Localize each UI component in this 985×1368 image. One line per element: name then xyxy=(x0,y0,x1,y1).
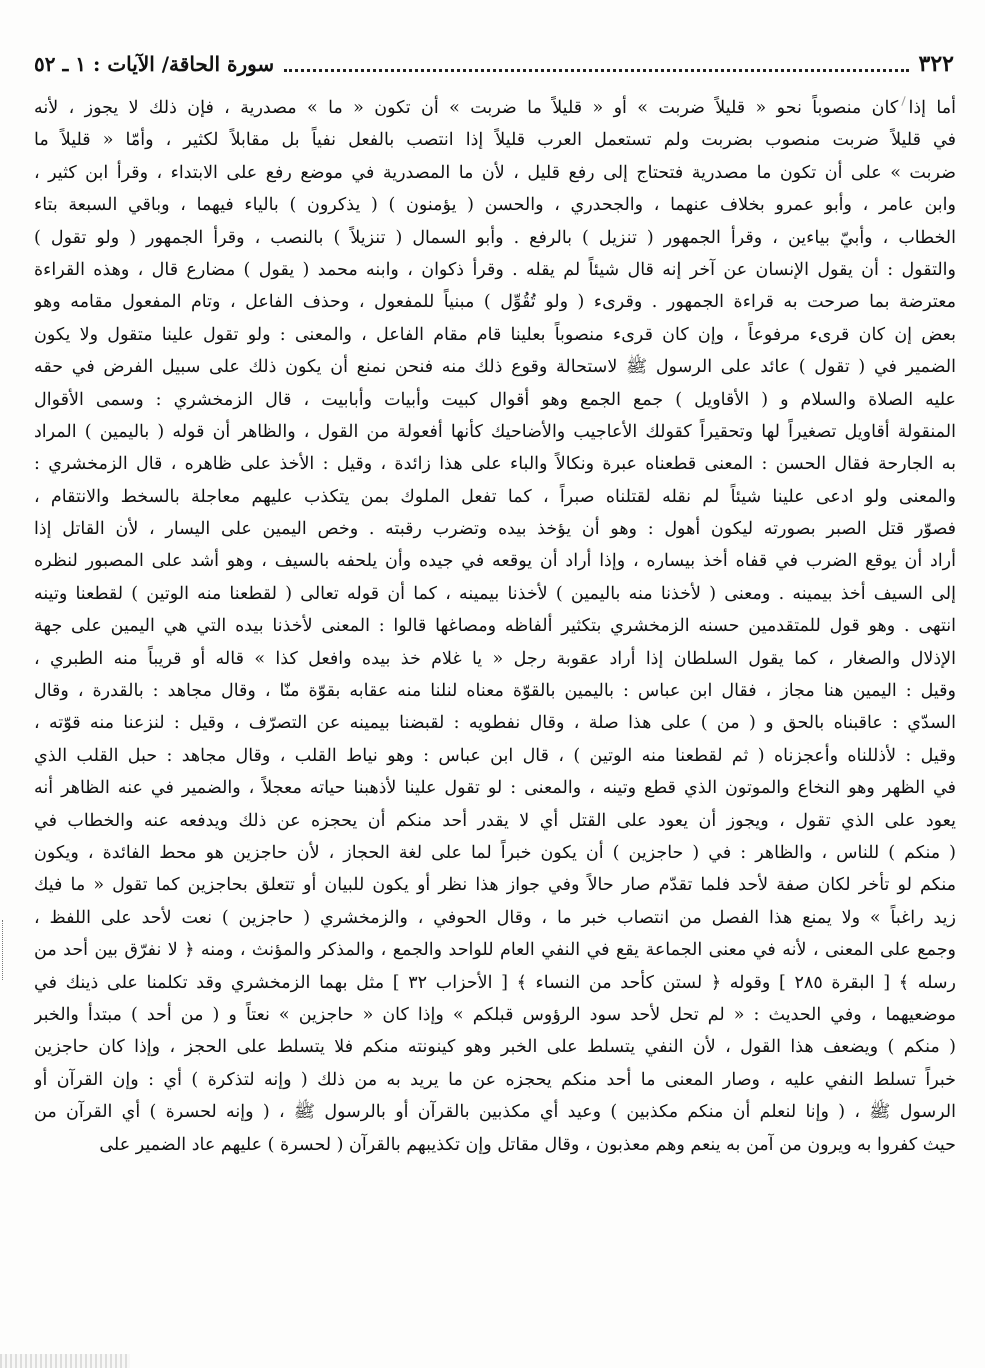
text-line: خبراً تسلط النفي عليه ، وصار المعنى ما أحد منكم يحجزه عن ما يريد به من ذلك ( وإنه لتذكرة ) أي : وإن القرآن أو xyxy=(34,1069,956,1090)
text-line: الرسول ﷺ ، ( وإنا لنعلم أن منكم مكذبين ) وعيد أي مكذبين بالقرآن أو بالرسول ﷺ ، ( وإنه لحسرة ) أي القرآن من xyxy=(34,1102,956,1123)
text-line: والتقول : أن يقول الإنسان عن آخر إنه قال شيئاً لم يقله . وقرأ ذكوان ، وابنه محمد ( يقول ) مضارع قال ، وهذه القراءة xyxy=(34,259,956,280)
scan-noise-strip xyxy=(0,1354,130,1368)
text-line: به الجارحة فقال الحسن : المعنى قطعناه عبرة ونكالاً والباء على هذا زائدة ، وقيل : الأخذ على ظاهره ، قال الزمخشري : xyxy=(34,454,956,475)
text-line: منكم لو تأخر لكان صفة لأحد فلما تقدّم صار حالاً وفي جواز هذا نظر أو يكون للبيان أو تتعلق بحاجزين كما تقول « ما فيك xyxy=(34,875,956,896)
text-line: فصوّر قتل الصبر بصورته ليكون أهول : وهو أن يؤخذ بيده وتضرب رقبته . وخص اليمين على اليسار ، لأن القاتل إذا xyxy=(34,519,956,540)
text-line: أراد أن يوقع الضرب في قفاه أخذ بيساره ، وإذا أراد أن يوقعه في جيده وأن يلحفه بالسيف ، وهو أشد على المصبور لنظره xyxy=(34,551,956,572)
text-line: والمعنى ولو ادعى علينا شيئاً لم نقله لقتلناه صبراً ، كما تفعل الملوك بمن يتكذب عليهم معاجلة بالسخط والانتقام ، xyxy=(34,486,956,507)
body-text xyxy=(34,92,956,1161)
text-line: رسله ﴾ [ البقرة ٢٨٥ ] وقوله ﴿ لستن كأحد من النساء ﴾ [ الأحزاب ٣٢ ] مثل بهما الزمخشري وقد تكلمنا على ذينك في xyxy=(34,972,956,993)
text-line: وجمع على المعنى ، لأنه في معنى الجماعة يقع في النفي العام للواحد والجمع ، والمذكر والمؤنث ، ومنه ﴿ لا نفرّق بين أحد من xyxy=(34,940,956,961)
header-dotted-leader xyxy=(284,69,908,72)
text-line: ( منكم ) للناس ، والظاهر : في ( حاجزين ) أن يكون خبراً لما على لغة الحجاز ، لأن حاجزين هو محط الفائدة ، ويكون xyxy=(34,842,956,863)
text-line: يعود على الذي تقول ، ويجوز أن يعود على القتل أي لا يقدر أحد منكم أن يحجزه عن ذلك ويدفعه عنه والخطاب في xyxy=(34,810,956,831)
text-line: حيث كفروا به ويرون من آمن به ينعم وهم معذبون ، وقال مقاتل وإن تكذيبهم بالقرآن ( لحسرة ) عليهم عاد الضمير على xyxy=(99,1134,956,1155)
text-line: المنقولة أقاويل تصغيراً لها وتحقيراً كقولك الأعاجيب والأضاحيك كأنها أفعولة من القول ، والظاهر أن قوله ( باليمين ) المراد xyxy=(34,421,956,442)
text-line: ( منكم ) ويضعف هذا القول ، لأن النفي يتسلط على الخبر وهو كينونته منكم فلا يتسلط على الحجز ، وإذا كان حاجزين xyxy=(34,1037,956,1058)
text-line: إلى السيف أخذ بيمينه . ومعنى ( لأخذنا منه باليمين ) لأخذنا بيمينه ، كما أن قوله تعالى ( لقطعنا منه الوتين ) لقطعنا وتينه xyxy=(34,583,956,604)
text-line: وقيل : لأذللناه وأعجزناه ( ثم لقطعنا منه الوتين ) ، قال ابن عباس : وهو نياط القلب ، وقال مجاهد : حبل القلب الذي xyxy=(34,745,956,766)
scan-edge-mark xyxy=(2,920,6,980)
text-line: وابن عامر ، وأبو عمرو بخلاف عنهما ، والجحدري ، والحسن ( يؤمنون ) ( يذكرون ) بالياء فيهما ، وباقي السبعة بتاء xyxy=(34,195,956,216)
text-line: زيد راغباً » ولا يمنع هذا الفصل من انتصاب خبر ما ، وقال الحوفي ، والزمخشري ( حاجزين ) نعت لأحد على اللفظ ، xyxy=(34,907,956,928)
text-line: ضربت » على أن تكون ما مصدرية فتحتاج إلى رفع قليل ، لأن ما المصدرية في موضع رفع على الابتداء ، وقرأ ابن كثير ، xyxy=(34,162,956,183)
running-title: سورة الحاقة/ الآيات : ١ ـ ٥٢ xyxy=(34,52,275,76)
page-header xyxy=(34,44,954,84)
text-line: الإذلال والصغار ، كما يقول السلطان إذا أراد عقوبة رجل « يا غلام خذ بيده وافعل كذا » قاله أو قريباً منه الطبري ، xyxy=(34,648,956,669)
text-line: وقيل : اليمين هنا مجاز ، فقال ابن عباس : باليمين بالقوّة معناه لنلنا منه عقابه بقوّة منّا ، وقال مجاهد : بالقدرة ، وقال xyxy=(34,681,956,702)
text-line: انتهى . وهو قول للمتقدمين حسنه الزمخشري بتكثير ألفاظه ومصاغها قالوا : المعنى لأخذنا بيده التي هي اليمين على جهة xyxy=(34,616,956,637)
text-line: بعض إن كان قرىء مرفوعاً ، وإن كان قرىء منصوباً بعلينا قام مقام الفاعل ، والمعنى : ولو تقول علينا متقول ولا يكون xyxy=(34,324,956,345)
text-line: أما إذا كان منصوباً نحو « قليلاً ضربت » أو « قليلاً ما ضربت » أن تكون « ما » مصدرية ، فإن ذلك لا يجوز ، لأنه xyxy=(34,98,956,118)
text-line: في الظهر وهو النخاع والموتون الذي قطع وتينه ، والمعنى : لو تقول علينا لأذهبنا حياته معجلاً ، والضمير في عنه الظاهر أنه xyxy=(34,778,956,799)
text-line: معترضة بما صرحت به قراءة الجمهور . وقرىء ( ولو تُقُوِّل ) مبنياً للمفعول ، وحذف الفاعل ، وتام المفعول مقامه وهو xyxy=(34,292,956,313)
text-line: الخطاب ، وأبيّ بياءين ، وقرأ الجمهور ( تنزيل ) بالرفع . وأبو السمال ( تنزيلاً ) بالنصب ، وقرأ الجمهور ( ولو تقول ) xyxy=(34,227,956,248)
text-line: عليه الصلاة والسلام و ( الأقاويل ) جمع الجمع وهو أقوال كبيت وأبيات وأبابيت ، قال الزمخشري : وسمى الأقوال xyxy=(34,389,956,410)
page-number: ٣٢٢ xyxy=(918,51,954,77)
text-line: السدّي : عاقبناه بالحق و ( من ) على هذا صلة ، وقال نفطويه : لقبضنا بيمينه عن التصرّف ، وقيل : لنزعنا منه قوّته ، xyxy=(34,713,956,734)
text-line: موضعيهما ، وفي الحديث : « لم تحل لأحد سود الرؤوس قبلكم » وإذا كان « حاجزين » نعتاً و ( من أحد ) مبتدأ والخبر xyxy=(34,1004,956,1025)
text-line: في قليلاً ضربت منصوب بضربت ولم تستعمل العرب قليلاً إذا انتصب بالفعل نفياً بل مقابلاً لكثير ، وأمّا « قليلاً ما xyxy=(34,130,956,151)
text-line: الضمير في ( تقول ) عائد على الرسول ﷺ لاستحالة وقوع ذلك منه فنحن نمنع أن يكون ذلك على سبيل الفرض في حقه xyxy=(34,357,956,378)
